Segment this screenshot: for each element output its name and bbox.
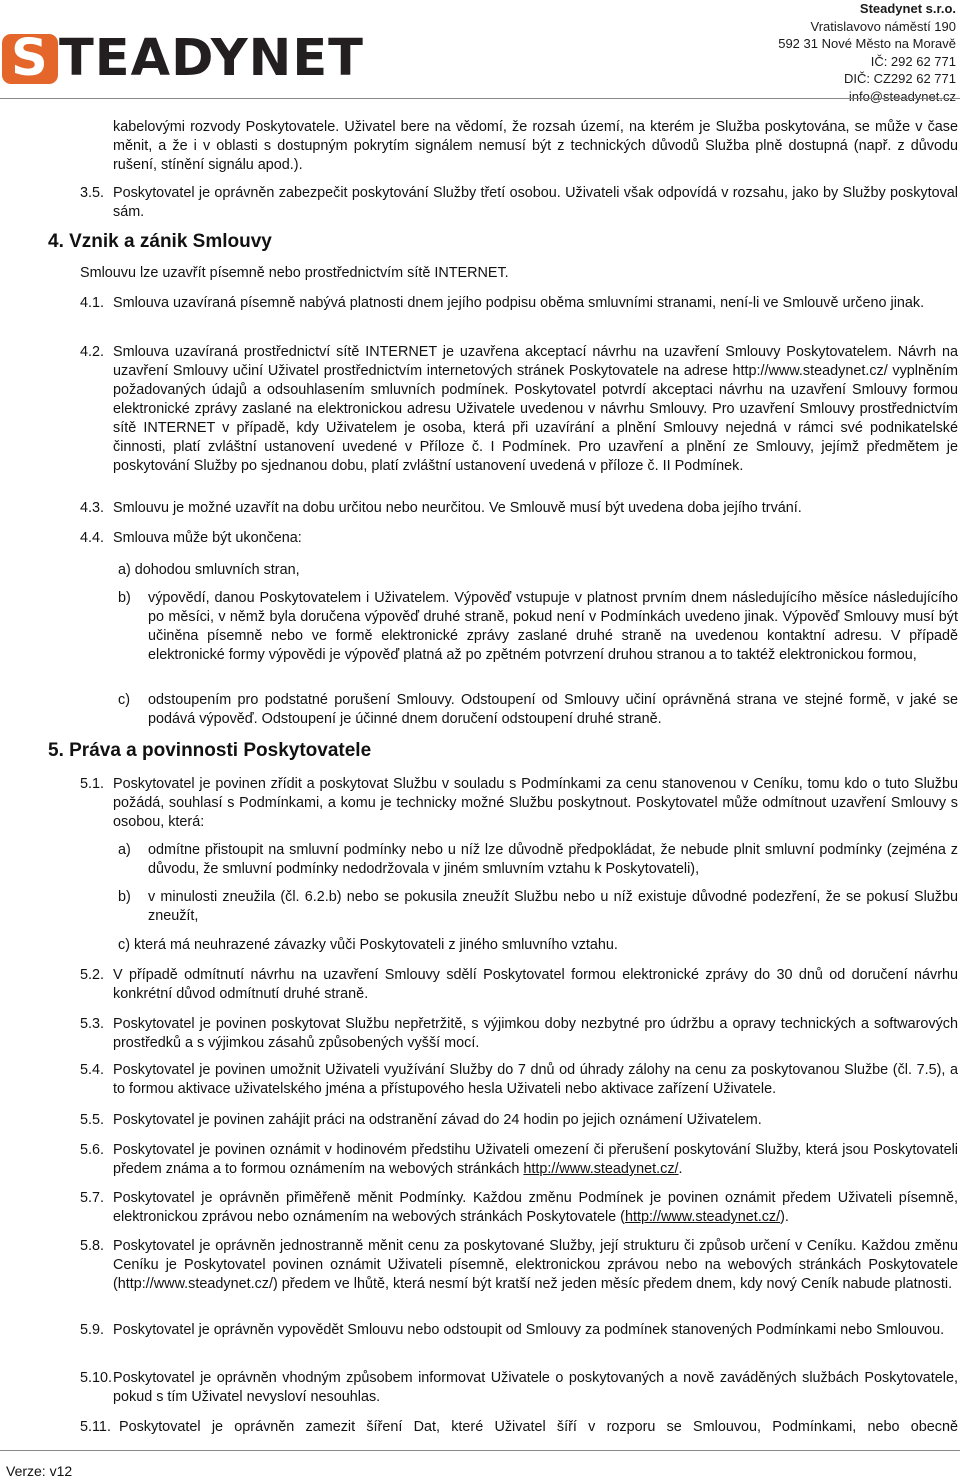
clause-4-1: 4.1. Smlouva uzavíraná písemně nabývá platnosti dnem jejího podpisu oběma smluvními stranami, není-li ve Smlouvě určeno jinak. <box>80 295 925 311</box>
clause-5-9: 5.9. Poskytovatel je oprávněn vypovědět Smlouvu nebo odstoupit od Smlouvy za podmínek stanovených Podmínkami nebo Smlouvou. <box>80 1322 945 1338</box>
clause-4-4-b: b) výpovědí, danou Poskytovatelem i Uživatelem. Výpověď vstupuje v platnost prvním dnem následujícího měsíce následujícího po měsíci, v němž byla doručena výpověď druhé straně, pokud není v Podmínkách uvedeno jinak. Výpověď Smlouvy musí být učiněna písemně nebo ve formě elektronické zprávy zaslané druhé straně na uvedenou kontaktní adresu. V případě elektronické formy výpovědi je výpověď platná až po zpětném potvrzení druhou stranou a to taktéž elektronickou formou, <box>118 590 958 663</box>
clause-5-1-b: b) v minulosti zneužila (čl. 6.2.b) nebo se pokusila zneužít Službu nebo u níž existuje důvodné podezření, že se pokusí Službu zneužít, <box>118 889 958 924</box>
clause-4-3: 4.3. Smlouvu je možné uzavřít na dobu určitou nebo neurčitou. Ve Smlouvě musí být uvedena doba jejího trvání. <box>80 500 802 516</box>
clause-4-4-a: a) dohodou smluvních stran, <box>118 562 300 578</box>
clause-5-7: 5.7. Poskytovatel je oprávněn přiměřeně měnit Podmínky. Každou změnu Podmínek je povinen oznámit předem Uživateli písemně, elektronickou zprávou nebo oznámením na webových stránkách Poskytovatele (http://www.steadynet.cz/). <box>80 1190 958 1225</box>
clause-5-1-c: c) která má neuhrazené závazky vůči Poskytovateli z jiného smluvního vztahu. <box>118 937 618 953</box>
logo-wordmark: TEADYNET <box>59 29 364 88</box>
clause-5-1: 5.1. Poskytovatel je povinen zřídit a poskytovat Službu v souladu s Podmínkami za cenu stanovenou v Ceníku, tomu kdo o tuto Službu požádá, souhlasí s Podmínkami, a komu je technicky možné Službu poskytnout. Poskytovatel může odmítnout uzavření Smlouvy s osobou, která: <box>80 776 958 830</box>
company-ic: IČ: 292 62 771 <box>870 53 956 69</box>
clause-5-5: 5.5. Poskytovatel je povinen zahájit práci na odstranění závad do 24 hodin po jejich oznámení Uživatelem. <box>80 1112 762 1128</box>
clause-5-3: 5.3. Poskytovatel je povinen poskytovat Službu nepřetržitě, s výjimkou doby nezbytné pro údržbu a opravy technických a softwarových prostředků a s výjimkou zásahů způsobených vyšší mocí. <box>80 1016 958 1051</box>
version-label: Verze: v12 <box>6 1463 73 1479</box>
clause-5-1-a: a) odmítne přistoupit na smluvní podmínky nebo u níž lze důvodně předpokládat, že nebude plnit smluvní podmínky (zejména z důvodu, že smluvní podmínky nedodržovala v jiném smluvním vztahu k Poskytovateli), <box>118 842 958 877</box>
paragraph-intro: kabelovými rozvody Poskytovatele. Uživatel bere na vědomí, že rozsah území, na kterém je Služba poskytována, se může v čase měnit, a že i v oblasti s dostupným pokrytím signálem nemusí být z technických důvodů Služba plně dostupná (např. z důvodu rušení, stínění signálu apod.). <box>113 119 958 173</box>
clause-5-6: 5.6. Poskytovatel je povinen oznámit v hodinovém předstihu Uživateli omezení či přerušení poskytování Služby, která jsou Poskytovateli předem známa a to formou oznámením na webových stránkách http://www.steadynet.cz/. <box>80 1142 958 1177</box>
steadynet-logo <box>2 29 364 88</box>
company-address-line1: Vratislavovo náměstí 190 <box>810 18 956 34</box>
logo-s-mark: S <box>2 34 58 84</box>
clause-5-10: 5.10. Poskytovatel je oprávněn vhodným způsobem informovat Uživatele o poskytovaných a nově zaváděných službách Poskytovatele, pokud s tím Uživatel nevysloví nesouhlas. <box>80 1370 958 1405</box>
section-4-intro: Smlouvu lze uzavřít písemně nebo prostřednictvím sítě INTERNET. <box>80 265 509 281</box>
footer-divider <box>0 1450 960 1451</box>
clause-4-4-c: c) odstoupením pro podstatné porušení Smlouvy. Odstoupení od Smlouvy učiní oprávněná strana ve stejné formě, v jaké se podává výpověď. Odstoupení je účinné dnem doručení odstoupení druhé straně. <box>118 692 958 727</box>
steadynet-link[interactable]: http://www.steadynet.cz/ <box>624 1209 781 1225</box>
clause-5-4: 5.4. Poskytovatel je povinen umožnit Uživateli využívání Služby do 7 dnů od úhrady zálohy na cenu za poskytovanou Službe (čl. 7.5), a to formou aktivace uživatelského jména a přístupového hesla Uživateli nebo aktivace zařízení Uživatele. <box>80 1062 958 1097</box>
section-5-title: 5. Práva a povinnosti Poskytovatele <box>48 740 372 761</box>
clause-4-2: 4.2. Smlouva uzavíraná prostřednictví sítě INTERNET je uzavřena akceptací návrhu na uzavření Smlouvy Poskytovatelem. Návrh na uzavření Smlouvy učiní Uživatel prostřednictvím internetových stránek Poskytovatele na adrese http://www.steadynet.cz/ vyplněním požadovaných údajů a odsouhlasením smluvních podmínek. Poskytovatel potvrdí akceptaci návrhu na uzavření Smlouvy formou elektronické zprávy zaslané na elektronickou adresu Uživatele uvedenou v návrhu Smlouvy. Pro uzavření Smlouvy prostřednictvím sítě INTERNET v případě, kdy Uživatelem je osoba, která při uzavírání a plnění Smlouvy nejedná v rámci své podnikatelské činnosti, platí zvláštní ustanovení uvedené v Příloze č. I Podmínek. Pro uzavření a plnění ze Smlouvy, jejímž předmětem je poskytování Služby po sjednanou dobu, platí zvláštní ustanovení uvedená v příloze č. II Podmínek. <box>80 344 958 474</box>
clause-3-5: 3.5. Poskytovatel je oprávněn zabezpečit poskytování Služby třetí osobou. Uživateli však odpovídá v rozsahu, jako by Služby poskytoval sám. <box>80 185 958 220</box>
steadynet-link[interactable]: http://www.steadynet.cz/ <box>523 1161 679 1177</box>
section-4-title: 4. Vznik a zánik Smlouvy <box>48 231 272 252</box>
company-email[interactable]: info@steadynet.cz <box>848 88 956 104</box>
company-info <box>778 0 956 105</box>
company-address-line2: 592 31 Nové Město na Moravě <box>778 36 956 51</box>
header-divider <box>0 98 960 99</box>
company-name: Steadynet s.r.o. <box>859 1 956 16</box>
company-dic: DIČ: CZ292 62 771 <box>843 71 956 86</box>
clause-4-4: 4.4. Smlouva může být ukončena: <box>80 530 302 546</box>
clause-5-11: 5.11. Poskytovatel je oprávněn zamezit šíření Dat, které Uživatel šíří v rozporu se Smlouvou, Podmínkami, nebo obecně <box>80 1419 958 1435</box>
clause-5-8: 5.8. Poskytovatel je oprávněn jednostranně měnit cenu za poskytované Služby, její strukturu či způsob určení v Ceníku. Každou změnu Ceníku je Poskytovatel povinen oznámit Uživateli písemně, elektronickou zprávou nebo na webových stránkách Poskytovatele (http://www.steadynet.cz/) předem ve lhůtě, která nesmí být kratší než jeden měsíc předem dnem, kdy nový Ceník nabude platnosti. <box>80 1238 958 1292</box>
clause-5-2: 5.2. V případě odmítnutí návrhu na uzavření Smlouvy sdělí Poskytovatel formou elektronické zprávy do 30 dnů od doručení návrhu konkrétní důvod odmítnutí druhé straně. <box>80 967 958 1002</box>
